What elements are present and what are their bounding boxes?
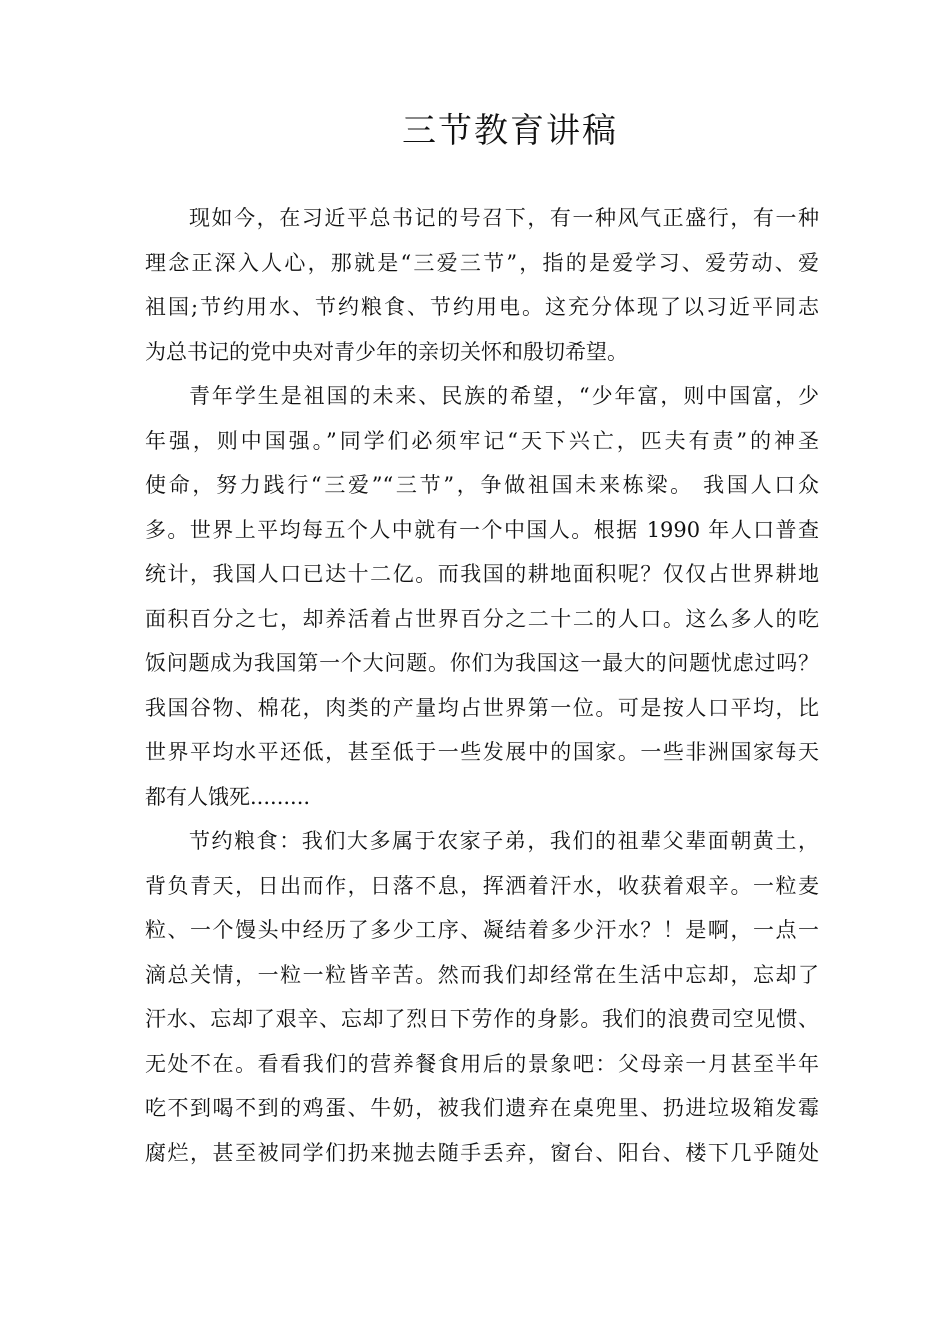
text-line: 世界平均水平还低，甚至低于一些发展中的国家。一些非洲国家每天 bbox=[145, 740, 819, 764]
text-line: 理念正深入人心，那就是“三爱三节”，指的是爱学习、爱劳动、爱 bbox=[145, 250, 819, 275]
text-line: 统计，我国人口已达十二亿。而我国的耕地面积呢？仅仅占世界耕地 bbox=[145, 562, 819, 586]
text-line: 多。世界上平均每五个人中就有一个中国人。根据 1990 年人口普查 bbox=[145, 517, 819, 542]
paragraph-1 bbox=[145, 196, 819, 374]
document-title: 三节教育讲稿 bbox=[402, 110, 618, 151]
text-line: 面积百分之七，却养活着占世界百分之二十二的人口。这么多人的吃 bbox=[145, 606, 819, 631]
text-line: 粒、一个馒头中经历了多少工序、凝结着多少汗水？！是啊，一点一 bbox=[145, 918, 819, 942]
text-line: 祖国;节约用水、节约粮食、节约用电。这充分体现了以习近平同志 bbox=[145, 295, 819, 319]
text-line: 汗水、忘却了艰辛、忘却了烈日下劳作的身影。我们的浪费司空见惯、 bbox=[145, 1007, 819, 1031]
text-line: 现如今，在习近平总书记的号召下，有一种风气正盛行，有一种 bbox=[189, 206, 819, 230]
text-line: 年强，则中国强。”同学们必须牢记“天下兴亡，匹夫有责”的神圣 bbox=[145, 428, 819, 453]
text-line: 使命，努力践行“三爱”“三节”，争做祖国未来栋梁。 我国人口众 bbox=[145, 473, 819, 497]
text-line: 我国谷物、棉花，肉类的产量均占世界第一位。可是按人口平均，比 bbox=[145, 695, 819, 720]
text-line: 都有人饿死......... bbox=[145, 784, 311, 809]
text-line: 吃不到喝不到的鸡蛋、牛奶，被我们遗弃在桌兜里、扔进垃圾箱发霉 bbox=[145, 1096, 819, 1120]
text-line: 无处不在。看看我们的营养餐食用后的景象吧：父母亲一月甚至半年 bbox=[145, 1051, 819, 1076]
text-line: 背负青天，日出而作，日落不息，挥洒着汗水，收获着艰辛。一粒麦 bbox=[145, 873, 819, 898]
text-line: 节约粮食：我们大多属于农家子弟，我们的祖辈父辈面朝黄土， bbox=[189, 829, 819, 853]
paragraph-3 bbox=[145, 819, 819, 1175]
paragraph-2 bbox=[145, 374, 819, 819]
text-line: 滴总关情，一粒一粒皆辛苦。然而我们却经常在生活中忘却，忘却了 bbox=[145, 962, 819, 987]
text-line: 青年学生是祖国的未来、民族的希望，“少年富，则中国富，少 bbox=[189, 384, 819, 408]
text-line: 为总书记的党中央对青少年的亲切关怀和殷切希望。 bbox=[145, 339, 628, 364]
text-line: 饭问题成为我国第一个大问题。你们为我国这一最大的问题忧虑过吗？ bbox=[145, 651, 819, 675]
document-body bbox=[145, 196, 819, 1175]
text-line: 腐烂，甚至被同学们扔来抛去随手丢弃，窗台、阳台、楼下几乎随处 bbox=[145, 1140, 819, 1165]
